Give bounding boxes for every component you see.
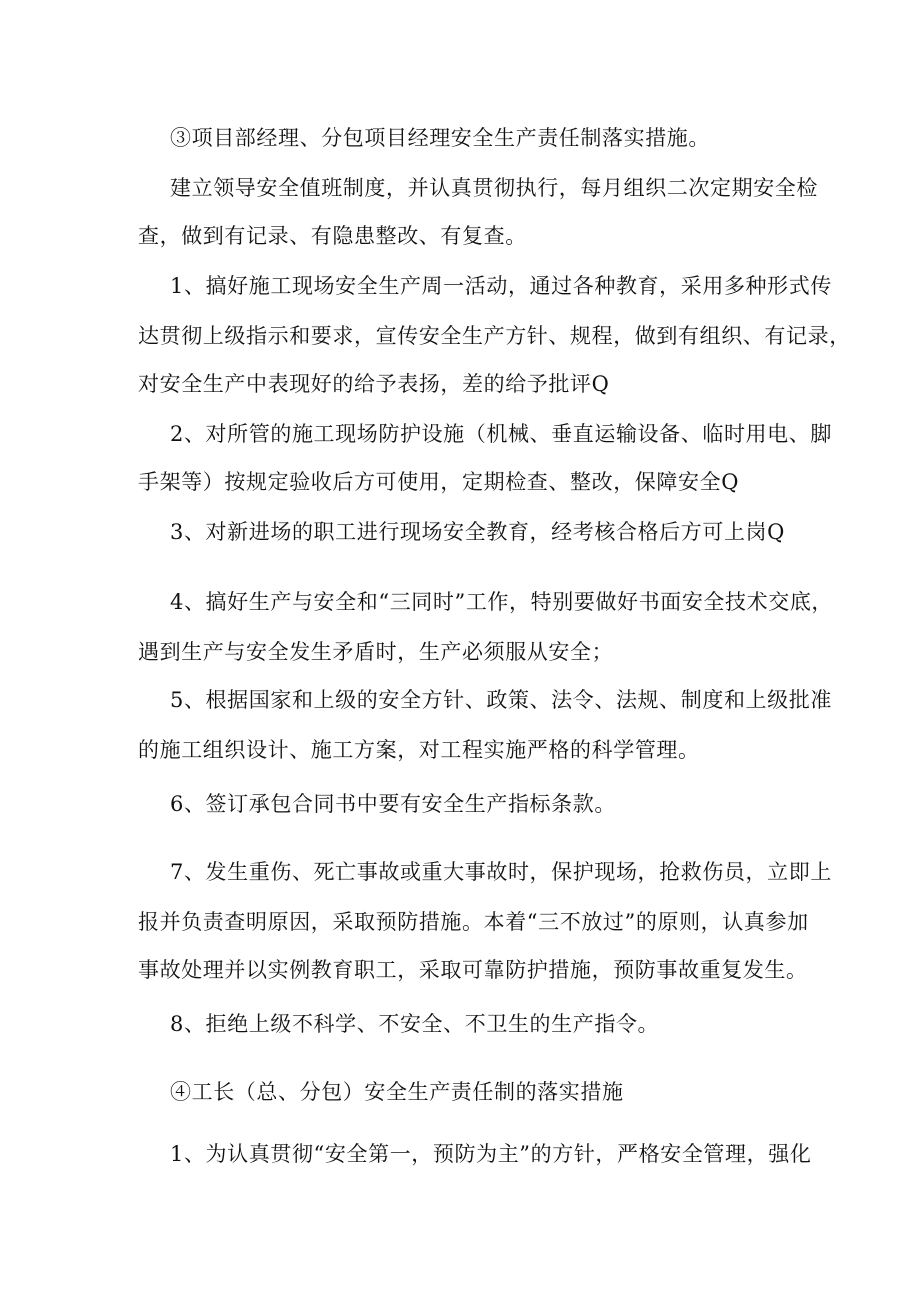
item-8-line: 8、拒绝上级不科学、不安全、不卫生的生产指令。 [170,1012,660,1036]
item-7-line: 报并负责查明原因，采取预防措施。本着“三不放过”的原则，认真参加 [138,910,809,934]
section-heading-3: ③项目部经理、分包项目经理安全生产责任制落实措施。 [170,126,710,150]
item-1-line: 对安全生产中表现好的给予表扬，差的给予批评Q [138,372,610,396]
item-1-line: 1、搞好施工现场安全生产周一活动，通过各种教育，采用多种形式传 [170,274,832,298]
item-7-line: 7、发生重伤、死亡事故或重大事故时，保护现场，抢救伤员，立即上 [170,860,832,884]
item-2-line: 手架等）按规定验收后方可使用，定期检查、整改，保障安全Q [138,470,740,494]
paragraph-line: 查，做到有记录、有隐患整改、有复查。 [138,224,527,248]
item-1-line: 达贯彻上级指示和要求，宣传安全生产方针、规程，做到有组织、有记录， [138,324,851,348]
item-5-line: 的施工组织设计、施工方案，对工程实施严格的科学管理。 [138,738,700,762]
item-1-line: 1、为认真贯彻“安全第一，预防为主”的方针，严格安全管理，强化 [170,1142,812,1166]
item-7-line: 事故处理并以实例教育职工，采取可靠防护措施，预防事故重复发生。 [138,958,808,982]
item-4-line: 4、搞好生产与安全和“三同时”工作，特别要做好书面安全技术交底， [170,590,834,614]
paragraph-line: 建立领导安全值班制度，并认真贯彻执行，每月组织二次定期安全检 [170,176,818,200]
item-2-line: 2、对所管的施工现场防护设施（机械、垂直运输设备、临时用电、脚 [170,422,832,446]
section-heading-4: ④工长（总、分包）安全生产责任制的落实措施 [170,1080,624,1104]
item-4-line: 遇到生产与安全发生矛盾时，生产必须服从安全； [138,640,614,664]
item-5-line: 5、根据国家和上级的安全方针、政策、法令、法规、制度和上级批准 [170,688,832,712]
item-3-line: 3、对新进场的职工进行现场安全教育，经考核合格后方可上岗Q [170,520,785,544]
item-6-line: 6、签订承包合同书中要有安全生产指标条款。 [170,792,616,816]
